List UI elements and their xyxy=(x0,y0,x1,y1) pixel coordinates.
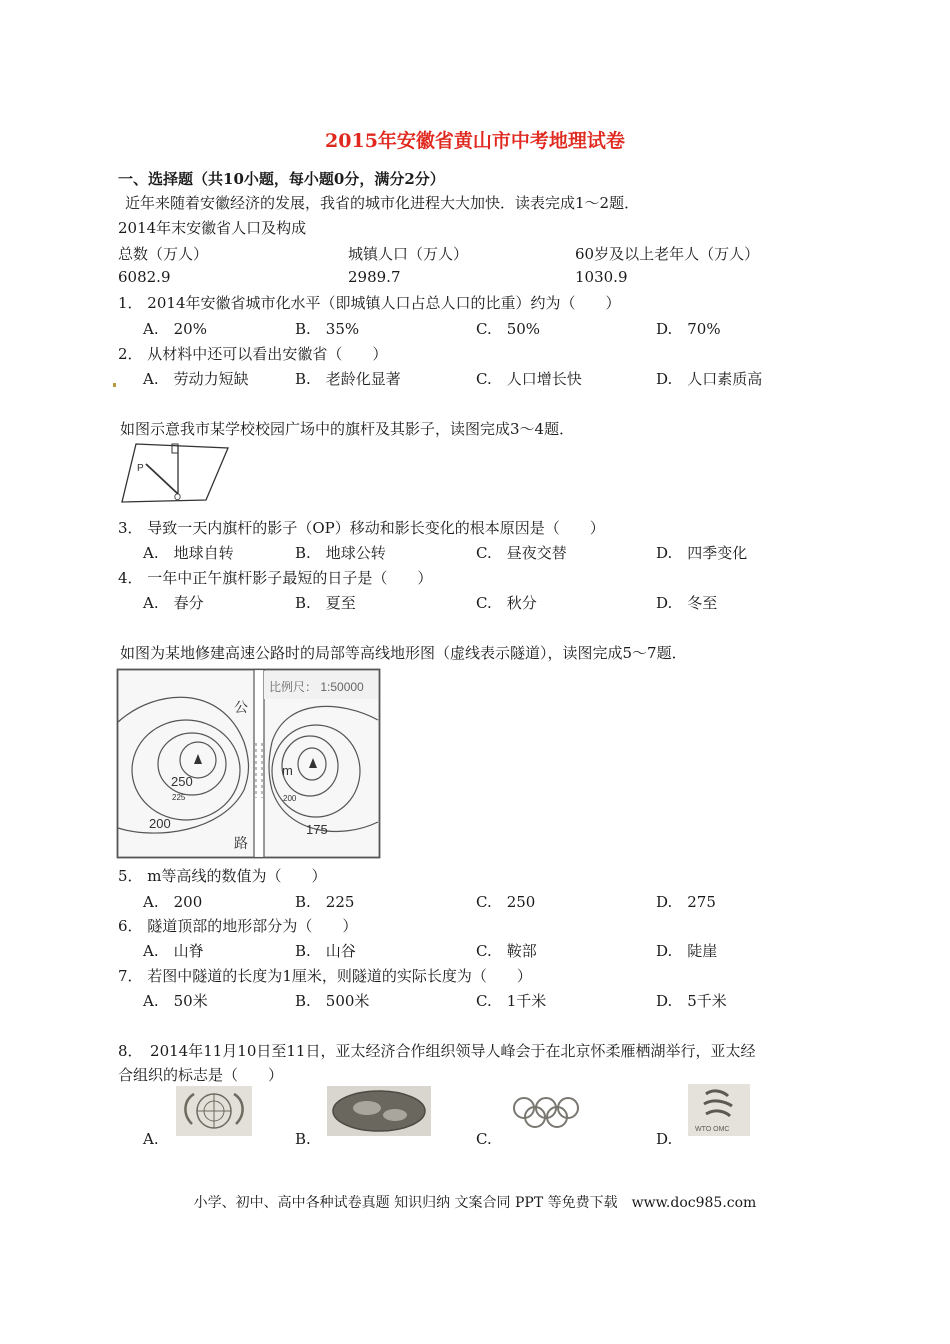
question-2-stem: 2． 从材料中还可以看出安徽省（ ） xyxy=(118,345,388,363)
question-8-option-a[interactable]: A. xyxy=(143,1130,159,1148)
question-2-option-d[interactable]: D. 人口素质高 xyxy=(656,370,763,388)
table-caption: 2014年末安徽省人口及构成 xyxy=(118,219,307,237)
question-3-option-a[interactable]: A. 地球自转 xyxy=(143,544,234,562)
intro-text-3: 如图为某地修建高速公路时的局部等高线地形图（虚线表示隧道），读图完成5～7题． xyxy=(120,644,687,662)
question-7-option-d[interactable]: D. 5千米 xyxy=(656,992,727,1010)
question-1-option-a[interactable]: A. 20% xyxy=(143,320,207,338)
section-heading: 一、选择题（共10小题，每小题0分，满分2分） xyxy=(118,170,445,188)
question-1-option-c[interactable]: C. 50% xyxy=(476,320,541,338)
question-7-stem: 7． 若图中隧道的长度为1厘米，则隧道的实际长度为（ ） xyxy=(118,967,532,985)
contour-label-225: 225 xyxy=(172,793,186,802)
contour-label-175: 175 xyxy=(306,822,328,837)
apec-logo-icon xyxy=(327,1086,431,1136)
olympic-rings-icon xyxy=(510,1092,596,1132)
question-3-option-b[interactable]: B. 地球公转 xyxy=(295,544,386,562)
map-scale: 比例尺： 1:50000 xyxy=(269,680,364,694)
question-6-option-c[interactable]: C. 鞍部 xyxy=(476,942,537,960)
question-7-option-b[interactable]: B. 500米 xyxy=(295,992,370,1010)
contour-label-250: 250 xyxy=(171,774,193,789)
label-p: P xyxy=(137,463,144,474)
table-header-total: 总数（万人） xyxy=(118,245,209,263)
table-header-urban: 城镇人口（万人） xyxy=(348,245,469,263)
intro-text-1: 近年来随着安徽经济的发展，我省的城市化进程大大加快．读表完成1～2题． xyxy=(125,194,640,212)
wto-logo-text: WTO OMC xyxy=(695,1126,730,1133)
stray-mark xyxy=(113,383,116,387)
intro-text-2: 如图示意我市某学校校园广场中的旗杆及其影子，读图完成3～4题． xyxy=(120,420,575,438)
table-value-elderly: 1030.9 xyxy=(575,268,628,286)
table-header-elderly: 60岁及以上老年人（万人） xyxy=(575,245,760,263)
question-3-stem: 3． 导致一天内旗杆的影子（OP）移动和影长变化的根本原因是（ ） xyxy=(118,519,605,537)
question-8-stem-line-1: 8． 2014年11月10日至11日，亚太经济合作组织领导人峰会于在北京怀柔雁栖湖举行，亚太经 xyxy=(118,1042,756,1060)
question-8-option-c[interactable]: C. xyxy=(476,1130,492,1148)
map-road-top: 公 xyxy=(234,700,248,716)
question-5-option-b[interactable]: B. 225 xyxy=(295,893,355,911)
question-5-option-d[interactable]: D. 275 xyxy=(656,893,716,911)
question-4-option-c[interactable]: C. 秋分 xyxy=(476,594,537,612)
contour-label-m: m xyxy=(282,763,293,778)
question-6-option-b[interactable]: B. 山谷 xyxy=(295,942,356,960)
question-7-option-a[interactable]: A. 50米 xyxy=(143,992,208,1010)
un-logo-icon xyxy=(176,1086,252,1136)
question-4-option-d[interactable]: D. 冬至 xyxy=(656,594,718,612)
question-5-stem: 5． m等高线的数值为（ ） xyxy=(118,867,327,885)
question-5-option-c[interactable]: C. 250 xyxy=(476,893,536,911)
question-2-option-b[interactable]: B. 老龄化显著 xyxy=(295,370,401,388)
question-4-option-a[interactable]: A. 春分 xyxy=(143,594,204,612)
table-value-urban: 2989.7 xyxy=(348,268,401,286)
question-3-option-c[interactable]: C. 昼夜交替 xyxy=(476,544,567,562)
question-1-option-d[interactable]: D. 70% xyxy=(656,320,721,338)
table-value-total: 6082.9 xyxy=(118,268,171,286)
question-3-option-d[interactable]: D. 四季变化 xyxy=(656,544,748,562)
question-6-option-a[interactable]: A. 山脊 xyxy=(143,942,204,960)
page-footer: 小学、初中、高中各种试卷真题 知识归纳 文案合同 PPT 等免费下载 www.doc985.com xyxy=(193,1195,757,1211)
question-6-option-d[interactable]: D. 陡崖 xyxy=(656,942,718,960)
question-5-option-a[interactable]: A. 200 xyxy=(143,893,203,911)
question-7-option-c[interactable]: C. 1千米 xyxy=(476,992,547,1010)
contour-label-200-left: 200 xyxy=(149,816,171,831)
map-road-bottom: 路 xyxy=(234,836,248,852)
question-4-option-b[interactable]: B. 夏至 xyxy=(295,594,356,612)
contour-label-200-right: 200 xyxy=(283,794,297,803)
question-8-option-b[interactable]: B. xyxy=(295,1130,311,1148)
page-title: 2015年安徽省黄山市中考地理试卷 xyxy=(325,130,625,152)
question-1-stem: 1． 2014年安徽省城市化水平（即城镇人口占总人口的比重）约为（ ） xyxy=(118,294,621,312)
question-6-stem: 6． 隧道顶部的地形部分为（ ） xyxy=(118,917,358,935)
question-2-option-c[interactable]: C. 人口增长快 xyxy=(476,370,582,388)
question-2-option-a[interactable]: A. 劳动力短缺 xyxy=(143,370,249,388)
question-1-option-b[interactable]: B. 35% xyxy=(295,320,360,338)
label-o: O xyxy=(174,492,182,502)
wto-logo-icon xyxy=(688,1084,750,1136)
question-4-stem: 4． 一年中正午旗杆影子最短的日子是（ ） xyxy=(118,569,433,587)
question-8-stem-line-2: 合组织的标志是（ ） xyxy=(118,1066,284,1084)
question-8-option-d[interactable]: D. xyxy=(656,1130,673,1148)
flagpole-shadow-figure xyxy=(118,442,233,510)
contour-map-figure xyxy=(116,668,382,860)
